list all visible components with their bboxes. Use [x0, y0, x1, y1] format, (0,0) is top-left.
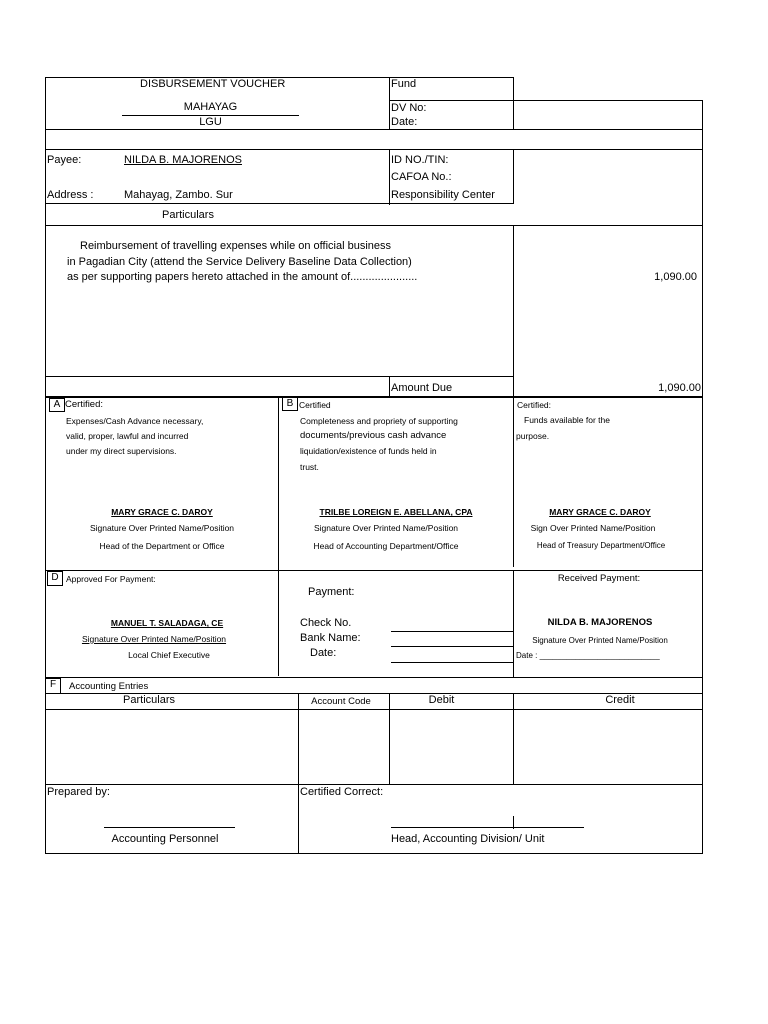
box-c-sig-label: Sign Over Printed Name/Position: [530, 523, 656, 533]
rule: [513, 693, 514, 785]
box-a-letter: A: [49, 398, 65, 412]
cafoa-label: CAFOA No.:: [391, 171, 452, 183]
date-label: Date:: [391, 116, 418, 128]
dv-no-label: DV No:: [391, 102, 427, 114]
payment-date-label: Date:: [310, 647, 337, 659]
rule: [45, 129, 703, 130]
rule: [45, 149, 703, 150]
certified-correct-signature-line[interactable]: [391, 827, 584, 828]
particulars-amount: 1,090.00: [654, 271, 697, 283]
box-a-position: Head of the Department or Office: [99, 541, 225, 551]
box-d-sig-label: Signature Over Printed Name/Position: [81, 634, 227, 644]
box-c-position: Head of Treasury Department/Office: [536, 541, 666, 550]
rule: [513, 77, 514, 129]
box-d-signatory: MANUEL T. SALADAGA, CE: [110, 618, 224, 628]
payment-date-field[interactable]: [391, 662, 513, 663]
received-date: Date : ___________________________: [516, 651, 660, 660]
rule: [298, 693, 299, 854]
address-value: Mahayag, Zambo. Sur: [124, 189, 233, 201]
box-b-certified: Certified: [299, 400, 331, 410]
particulars-line-1: Reimbursement of travelling expenses while on official business: [80, 240, 392, 252]
box-a-line-3: under my direct supervisions.: [66, 446, 177, 456]
rule: [45, 203, 514, 204]
particulars-header: Particulars: [162, 209, 214, 221]
box-b-line-3: liquidation/existence of funds held in: [300, 446, 437, 456]
rule: [389, 693, 390, 785]
rule: [45, 709, 703, 710]
box-d-position: Local Chief Executive: [128, 650, 210, 660]
col-credit: Credit: [605, 694, 635, 706]
rule: [45, 376, 514, 377]
rule: [513, 149, 514, 204]
lgu-label: LGU: [199, 116, 222, 128]
lgu-name: MAHAYAG: [183, 101, 238, 113]
received-sig-label: Signature Over Printed Name/Position: [532, 636, 668, 645]
box-c-line-2: purpose.: [516, 431, 550, 441]
prepared-by-signature-line[interactable]: [104, 827, 235, 828]
check-no-field[interactable]: [391, 631, 513, 632]
col-particulars: Particulars: [123, 694, 175, 706]
box-d-letter: D: [47, 571, 63, 586]
box-a-signatory: MARY GRACE C. DAROY: [111, 507, 213, 517]
rule: [45, 77, 46, 854]
particulars-line-3: as per supporting papers hereto attached in the amount of......................: [67, 271, 418, 283]
rule: [45, 396, 703, 398]
rule: [389, 376, 390, 397]
box-c-line-1: Funds available for the: [524, 415, 610, 425]
col-debit: Debit: [428, 694, 455, 706]
amount-due-label: Amount Due: [391, 382, 453, 394]
received-name: NILDA B. MAJORENOS: [547, 617, 653, 628]
payee-name: NILDA B. MAJORENOS: [124, 154, 242, 166]
prepared-by-label: Prepared by:: [47, 786, 110, 798]
rule: [45, 853, 703, 854]
rule: [513, 397, 514, 567]
col-account-code: Account Code: [311, 696, 371, 707]
head-accounting-label: Head, Accounting Division/ Unit: [391, 833, 545, 845]
id-tin-label: ID NO./TIN:: [391, 154, 449, 166]
rule: [45, 784, 703, 785]
box-a-sig-label: Signature Over Printed Name/Position: [89, 523, 235, 533]
box-f-letter: F: [45, 678, 61, 694]
box-b-line-2: documents/previous cash advance: [300, 430, 447, 441]
rule: [389, 77, 390, 129]
accounting-entries-title: Accounting Entries: [69, 681, 149, 692]
payment-title: Payment:: [308, 586, 355, 598]
box-b-sig-label: Signature Over Printed Name/Position: [313, 523, 459, 533]
certified-correct-label: Certified Correct:: [300, 786, 384, 798]
payee-label: Payee:: [47, 154, 82, 166]
box-b-signatory: TRILBE LOREIGN E. ABELLANA, CPA: [319, 507, 473, 517]
received-title: Received Payment:: [557, 573, 641, 584]
voucher-title: DISBURSEMENT VOUCHER: [140, 78, 286, 90]
box-b-line-4: trust.: [300, 462, 319, 472]
responsibility-center-label: Responsibility Center: [391, 189, 495, 201]
box-d-approved: Approved For Payment:: [66, 574, 156, 584]
address-label: Address :: [47, 189, 94, 201]
box-c-certified: Certified:: [517, 400, 552, 410]
rule: [513, 570, 514, 678]
rule: [45, 225, 703, 226]
check-no-label: Check No.: [300, 617, 352, 629]
rule: [702, 100, 703, 854]
rule: [513, 225, 514, 397]
box-a-certified: Certified:: [65, 399, 104, 410]
rule: [45, 570, 703, 571]
fund-label: Fund: [391, 78, 417, 90]
box-a-line-2: valid, proper, lawful and incurred: [66, 431, 189, 441]
box-b-line-1: Completeness and propriety of supporting: [300, 416, 458, 426]
box-b-position: Head of Accounting Department/Office: [313, 541, 459, 551]
box-a-line-1: Expenses/Cash Advance necessary,: [66, 416, 204, 426]
bank-name-label: Bank Name:: [300, 632, 361, 644]
bank-name-field[interactable]: [391, 646, 513, 647]
box-c-signatory: MARY GRACE C. DAROY: [549, 507, 651, 517]
box-b-letter: B: [282, 397, 298, 411]
rule: [389, 100, 703, 101]
particulars-line-2: in Pagadian City (attend the Service Delivery Baseline Data Collection): [67, 256, 412, 268]
rule: [278, 397, 279, 676]
rule: [389, 149, 390, 205]
amount-due-value: 1,090.00: [658, 382, 701, 394]
rule: [45, 677, 703, 678]
accounting-personnel-label: Accounting Personnel: [111, 833, 219, 845]
